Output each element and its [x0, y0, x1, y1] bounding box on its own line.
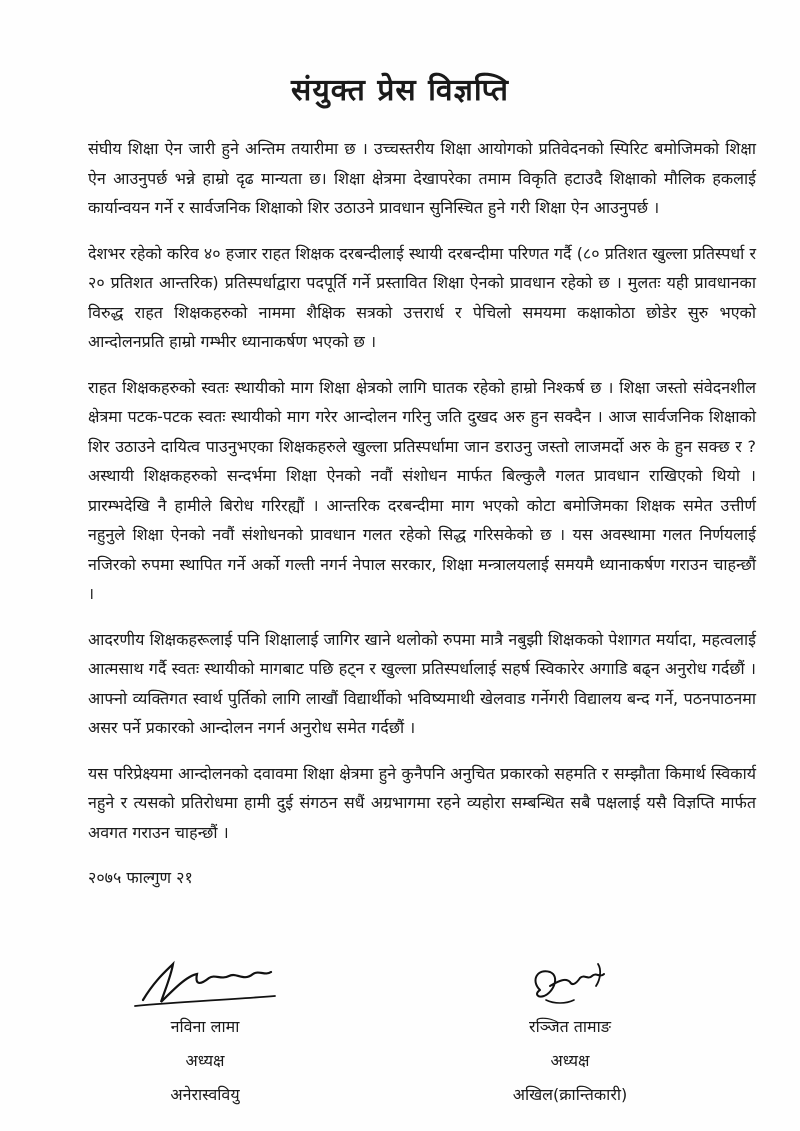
paragraph-5: यस परिप्रेक्ष्यमा आन्दोलनको दवावमा शिक्षा क्षेत्रमा हुने कुनैपनि अनुचित प्रकारको सहमति र सम्झौता किमार्थ स्विकार्य नहुने र त्यसको प्रतिरोधमा हामी दुई संगठन सधैं अग्रभागमा रहने व्यहोरा सम्बन्धित सबै पक्षलाई यसै विज्ञप्ति मार्फत अवगत गराउन चाहन्छौं । — [88, 763, 756, 842]
signatory-right-organization: अखिल(क्रान्तिकारी) — [512, 1085, 628, 1104]
signatory-left-position: अध्यक्ष — [185, 1051, 225, 1070]
signatory-left — [110, 950, 300, 1112]
signatory-right-name: रञ्जित तामाङ — [529, 1017, 611, 1036]
signatory-left-name: नविना लामा — [170, 1017, 240, 1036]
signature-left — [110, 950, 300, 1014]
signatory-right-position: अध्यक्ष — [550, 1051, 590, 1070]
signature-right — [470, 950, 670, 1014]
paragraph-2: देशभर रहेको करिव ४० हजार राहत शिक्षक दरबन्दीलाई स्थायी दरबन्दीमा परिणत गर्दै (८० प्रतिशत खुल्ला प्रतिस्पर्धा र २० प्रतिशत आन्तरिक) प्रतिस्पर्धाद्वारा पदपूर्ति गर्ने प्रस्तावित शिक्षा ऐनको प्रावधान रहेको छ । मुलतः यही प्रावधानका विरुद्ध राहत शिक्षकहरुको नाममा शैक्षिक सत्रको उत्तरार्ध र पेचिलो समयमा कक्षाकोठा छोडेर सुरु भएको आन्दोलनप्रति हाम्रो गम्भीर ध्यानाकर्षण भएको छ । — [88, 243, 756, 351]
page-title: संयुक्त प्रेस विज्ञप्ति — [291, 73, 509, 108]
paragraph-4: आदरणीय शिक्षकहरूलाई पनि शिक्षालाई जागिर खाने थलोको रुपमा मात्रै नबुझी शिक्षकको पेशागत मर्यादा, महत्वलाई आत्मसाथ गर्दै स्वतः स्थायीको मागबाट पछि हट्न र खुल्ला प्रतिस्पर्धालाई सहर्ष स्विकारेर अगाडि बढ्न अनुरोध गर्दछौं । आफ्नो व्यक्तिगत स्वार्थ पुर्तिको लागि लाखौं विद्यार्थीको भविष्यमाथी खेलवाड गर्नेगरी विद्यालय बन्द गर्ने, पठनपाठनमा असर पर्ने प्रकारको आन्दोलन नगर्न अनुरोध समेत गर्दछौं । — [88, 629, 756, 737]
release-date: २०७५ फाल्गुण २१ — [88, 868, 193, 887]
signatory-right — [470, 950, 670, 1112]
paragraph-3: राहत शिक्षकहरुको स्वतः स्थायीको माग शिक्षा क्षेत्रको लागि घातक रहेको हाम्रो निश्कर्ष छ । शिक्षा जस्तो संवेदनशील क्षेत्रमा पटक-पटक स्वतः स्थायीको माग गरेर आन्दोलन गरिनु जति दुखद अरु हुन सक्दैन । आज सार्वजनिक शिक्षाको शिर उठाउने दायित्व पाउनुभएका शिक्षकहरुले खुल्ला प्रतिस्पर्धामा जान डराउनु जस्तो लाजमर्दो अरु के हुन सक्छ र ? अस्थायी शिक्षकहरुको सन्दर्भमा शिक्षा ऐनको नवौं संशोधन मार्फत बिल्कुलै गलत प्रावधान राखिएको थियो । प्रारम्भदेखि नै हामीले बिरोध गरिरह्यौं । आन्तरिक दरबन्दीमा माग भएको कोटा बमोजिमका शिक्षक समेत उत्तीर्ण नहुनुले शिक्षा ऐनको नवौं संशोधनको प्रावधान गलत रहेको सिद्ध गरिसकेको छ । यस अवस्थामा गलत निर्णयलाई नजिरको रुपमा स्थापित गर्ने अर्को गल्ती नगर्न नेपाल सरकार, शिक्षा मन्त्रालयलाई समयमै ध्यानाकर्षण गराउन चाहन्छौं । — [88, 377, 756, 603]
paragraph-1: संघीय शिक्षा ऐन जारी हुने अन्तिम तयारीमा छ । उच्चस्तरीय शिक्षा आयोगको प्रतिवेदनको स्पिरिट बमोजिमको शिक्षा ऐन आउनुपर्छ भन्ने हाम्रो दृढ मान्यता छ। शिक्षा क्षेत्रमा देखापरेका तमाम विकृति हटाउदै शिक्षाको मौलिक हकलाई कार्यान्वयन गर्ने र सार्वजनिक शिक्षाको शिर उठाउने प्रावधान सुनिस्चित हुने गरी शिक्षा ऐन आउनुपर्छ । — [88, 139, 756, 217]
signatory-left-organization: अनेरास्ववियु — [170, 1085, 240, 1104]
press-release-body — [88, 134, 756, 893]
